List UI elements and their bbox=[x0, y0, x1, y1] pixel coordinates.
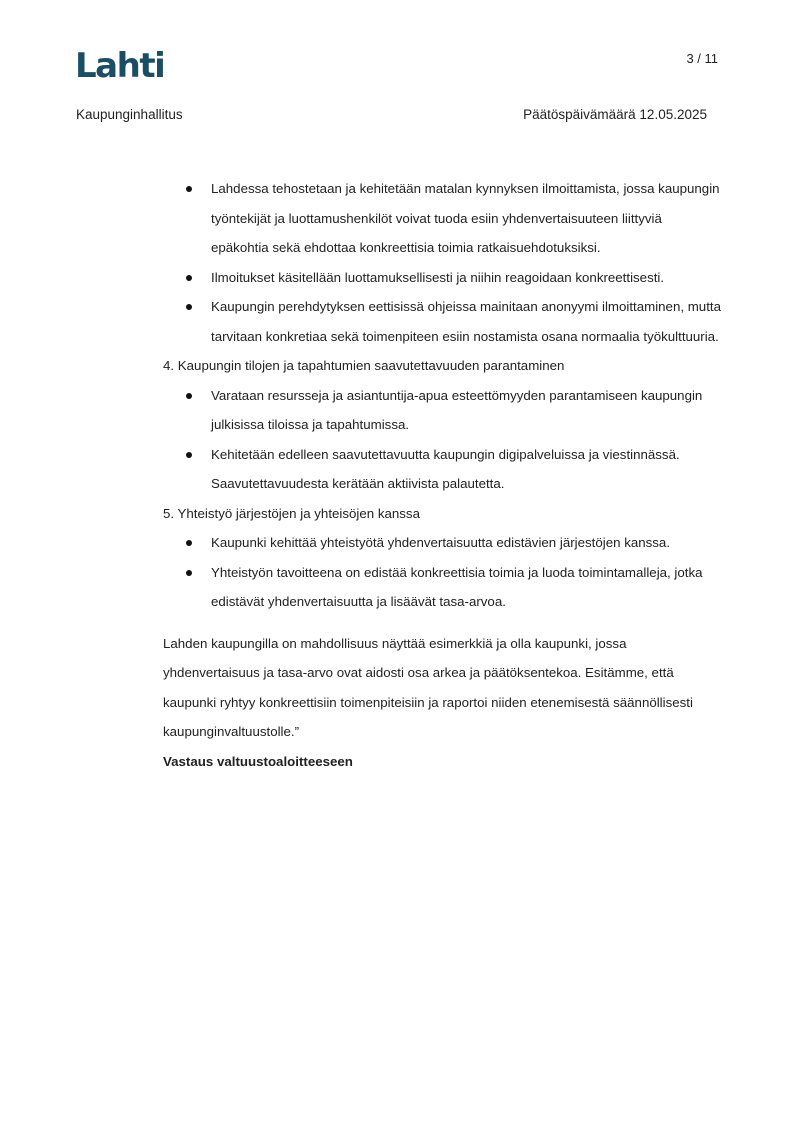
closing-paragraph: Lahden kaupungilla on mahdollisuus näyttää esimerkkiä ja olla kaupunki, jossa yhdenvertaisuus ja tasa-arvo ovat aidosti osa arkea ja päätöksentekoa. Esitämme, että kaupunki ryhtyy konkreettisiin toimenpiteisiin ja raportoi niiden etenemisestä säännöllisesti kaupunginvaltuustolle.” bbox=[163, 635, 693, 739]
lahti-logo bbox=[75, 44, 167, 84]
list-item: Kaupunki kehittää yhteistyötä yhdenvertaisuutta edistävien järjestöjen kanssa. bbox=[211, 528, 723, 558]
bullet-list-cooperation bbox=[163, 528, 723, 617]
list-item: Lahdessa tehostetaan ja kehitetään matalan kynnyksen ilmoittamista, jossa kaupungin työntekijät ja luottamushenkilöt voivat tuoda esiin yhdenvertaisuuteen liittyviä epäkohtia sekä ehdottaa konkreettisia toimia ratkaisuehdotuksiksi. bbox=[211, 174, 723, 263]
section-heading-4: 4. Kaupungin tilojen ja tapahtumien saavutettavuuden parantaminen bbox=[163, 358, 565, 373]
bullet-icon bbox=[186, 304, 192, 310]
bullet-icon bbox=[186, 186, 192, 192]
list-item: Varataan resursseja ja asiantuntija-apua esteettömyyden parantamiseen kaupungin julkisissa tiloissa ja tapahtumissa. bbox=[211, 381, 723, 440]
list-item: Yhteistyön tavoitteena on edistää konkreettisia toimia ja luoda toimintamalleja, jotka edistävät yhdenvertaisuutta ja lisäävät tasa-arvoa. bbox=[211, 558, 723, 617]
list-item: Kehitetään edelleen saavutettavuutta kaupungin digipalveluissa ja viestinnässä. Saavutettavuudesta kerätään aktiivista palautetta. bbox=[211, 440, 723, 499]
bullet-list-reporting bbox=[163, 174, 723, 351]
header-department: Kaupunginhallitus bbox=[76, 107, 183, 122]
section-heading-5: 5. Yhteistyö järjestöjen ja yhteisöjen kanssa bbox=[163, 505, 420, 521]
bullet-icon bbox=[186, 540, 192, 546]
list-item: Ilmoitukset käsitellään luottamuksellisesti ja niihin reagoidaan konkreettisesti. bbox=[211, 263, 723, 293]
header-decision-date: Päätöspäivämäärä 12.05.2025 bbox=[523, 107, 707, 122]
bullet-list-accessibility bbox=[163, 381, 723, 499]
page-number: 3 / 11 bbox=[686, 51, 718, 66]
bullet-icon bbox=[186, 393, 192, 399]
answer-heading: Vastaus valtuustoaloitteeseen bbox=[163, 753, 353, 769]
document-body bbox=[163, 174, 723, 776]
list-item: Kaupungin perehdytyksen eettisissä ohjeissa mainitaan anonyymi ilmoittaminen, mutta tarvitaan konkretiaa sekä toimenpiteen esiin nostamista osana normaalia työkulttuuria. bbox=[211, 292, 723, 351]
bullet-icon bbox=[186, 275, 192, 281]
logo-text: Lahti bbox=[75, 46, 165, 84]
bullet-icon bbox=[186, 452, 192, 458]
bullet-icon bbox=[186, 570, 192, 576]
